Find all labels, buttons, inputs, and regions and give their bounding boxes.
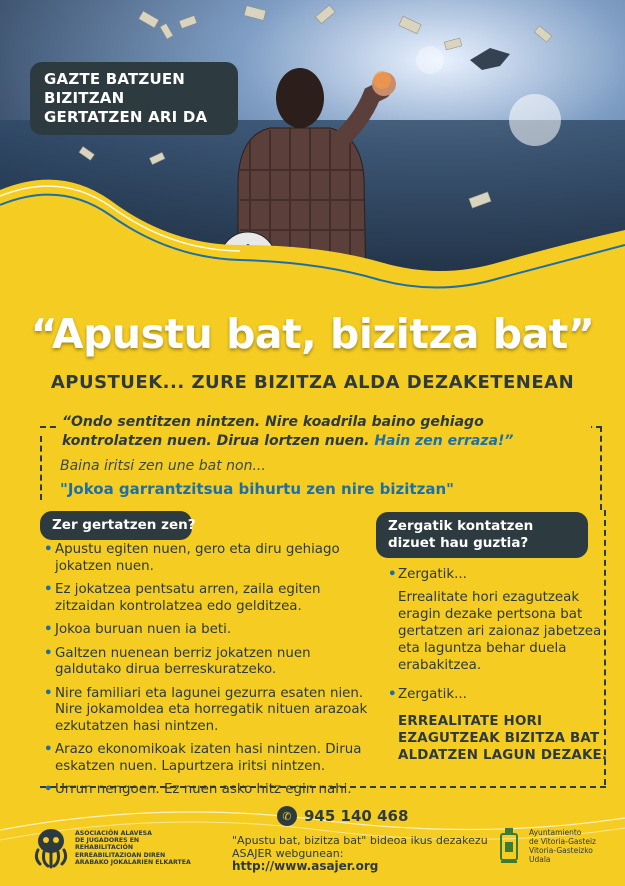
hero-tag — [30, 62, 238, 135]
footer-text-line: "Apustu bat, bizitza bat" bideoa ikus dezakezu — [232, 834, 488, 847]
left-section-heading: Zer gertatzen zen? — [40, 511, 192, 540]
bullet-icon: • — [44, 782, 53, 797]
bullet-icon: • — [44, 622, 53, 637]
list-item — [44, 622, 370, 639]
city-council-logo — [497, 826, 596, 866]
right-section-heading: Zergatik kontatzen dizuet hau guztia? — [376, 512, 588, 558]
city-line: de Vitoria-Gasteiz — [529, 837, 596, 846]
asajer-logo — [30, 826, 191, 870]
wave-decoration — [0, 0, 625, 300]
quote-highlight: Hain zen erraza!” — [374, 433, 514, 449]
quote-line-2: Baina iritsi zen une bat non... — [60, 458, 266, 474]
reason-label-text: Zergatik... — [398, 687, 467, 702]
website-link[interactable]: http://www.asajer.org — [232, 859, 379, 873]
quote-text — [58, 413, 591, 451]
list-item — [44, 686, 370, 736]
reason-label — [388, 566, 608, 583]
list-item-text: Arazo ekonomikoak izaten hasi nintzen. Dirua eskatzen nuen. Lapurtzera iritsi nintzen. — [55, 742, 362, 774]
list-item-text: Apustu egiten nuen, gero eta diru gehiago jokatzen nuen. — [55, 542, 340, 574]
list-item-text: Urrun nengoen. Ez nuen asko hitz egin nahi. — [55, 782, 352, 797]
asajer-line: REHABILITACIÓN — [75, 844, 134, 852]
page-subtitle: APUSTUEK... ZURE BIZITZA ALDA DEZAKETENEAN — [50, 372, 575, 393]
asajer-line: DE JUGADORES EN — [75, 837, 140, 845]
hero-tag-line: GERTATZEN ARI DA — [44, 108, 208, 126]
coat-of-arms-icon — [497, 826, 521, 866]
city-line: Ayuntamiento — [529, 828, 582, 837]
reasons-column — [388, 566, 608, 764]
list-item — [44, 542, 370, 575]
hero-tag-line: GAZTE BATZUEN — [44, 70, 186, 88]
asajer-line: ERREABILITAZIOAN DIREN — [75, 851, 166, 859]
asajer-octopus-icon — [30, 826, 72, 870]
city-line: Udala — [529, 855, 551, 864]
bullet-icon: • — [388, 687, 397, 702]
bullet-icon: • — [388, 567, 397, 582]
list-item — [44, 646, 370, 679]
bullet-icon: • — [44, 645, 53, 661]
list-item-text: Ez jokatzea pentsatu arren, zaila egiten zitzaidan kontrolatzea edo gelditzea. — [55, 582, 321, 614]
city-line: Vitoria-Gasteizko — [529, 846, 593, 855]
quote-part: “Ondo sentitzen nintzen. Nire koadrila baino gehiago kontrolatzen nuen. Dirua lortzen nuen. — [62, 414, 484, 449]
bullet-icon: • — [44, 685, 53, 701]
bullet-icon: • — [44, 582, 53, 597]
quote-line-3: "Jokoa garrantzitsua bihurtu zen nire bizitzan" — [60, 480, 454, 498]
asajer-line: ASOCIACIÓN ALAVESA — [75, 829, 152, 837]
reason-label-text: Zergatik... — [398, 567, 467, 582]
footer-text-line: ASAJER webgunean: — [232, 847, 344, 860]
list-item-text: Galtzen nuenean berriz jokatzen nuen galdutako dirua berreskuratzeko. — [55, 645, 311, 677]
reason-paragraph-bold: ERREALITATE HORI EZAGUTZEAK BIZITZA BAT ALDATZEN LAGUN DEZAKE. — [398, 714, 608, 763]
page-title: “Apustu bat, bizitza bat” — [30, 310, 595, 358]
reason-paragraph: Errealitate hori ezagutzeak eragin dezake pertsona bat gertatzen ari zaionaz jabetzea eta laguntza behar duela erabakitzea. — [398, 590, 602, 673]
phone-number[interactable]: 945 140 468 — [304, 807, 409, 825]
list-item-text: Jokoa buruan nuen ia beti. — [55, 622, 232, 637]
asajer-logo-text — [75, 830, 191, 866]
phone-contact — [277, 806, 408, 826]
dashed-frame-left — [40, 436, 42, 500]
bullet-icon: • — [44, 542, 53, 557]
bullet-icon: • — [44, 742, 53, 757]
list-item-text: Nire familiari eta lagunei gezurra esaten nien. Nire jokamoldea eta horregatik nituen arazoak ezkutatzen hasi nintzen. — [55, 685, 368, 734]
asajer-line: ARABAKO JOKALARIEN ELKARTEA — [75, 858, 191, 866]
symptoms-list — [44, 542, 370, 806]
hero-image — [0, 0, 625, 300]
list-item — [44, 582, 370, 615]
footer-text — [232, 834, 488, 873]
list-item — [44, 742, 370, 775]
hero-tag-line: BIZITZAN — [44, 89, 125, 107]
city-council-text — [529, 828, 596, 864]
phone-icon: ✆ — [277, 806, 297, 826]
reason-label — [388, 686, 608, 703]
